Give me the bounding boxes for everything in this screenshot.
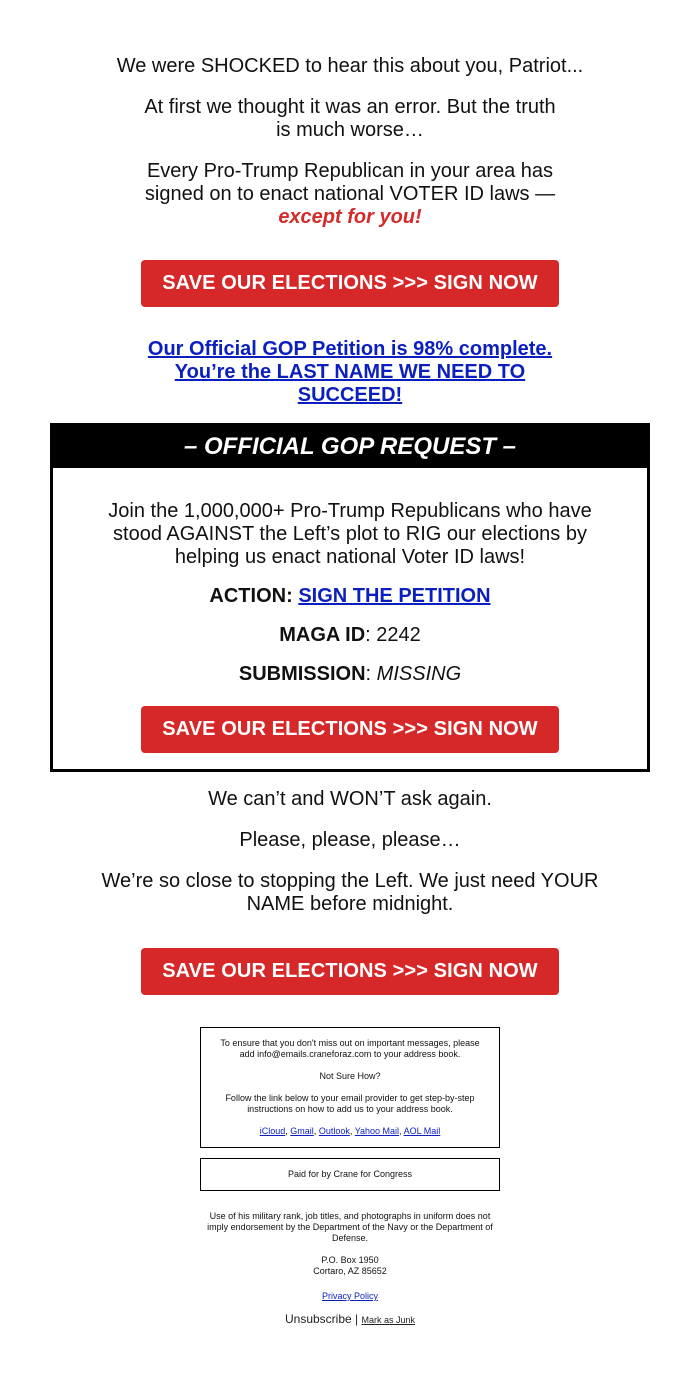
sign-now-button-bottom[interactable]: SAVE OUR ELECTIONS >>> SIGN NOW (141, 948, 559, 995)
military-disclaimer: Use of his military rank, job titles, and photographs in uniform does not imply endorsement by the Department of the Navy or the Department of Defense. (207, 1211, 493, 1243)
intro-line-3 (50, 160, 650, 229)
sign-petition-link[interactable]: SIGN THE PETITION (298, 585, 491, 607)
intro-line-1: We were SHOCKED to hear this about you, Patriot... (116, 55, 584, 77)
petition-link[interactable]: Our Official GOP Petition is 98% complete. You’re the LAST NAME WE NEED TO SUCCEED! (147, 338, 553, 406)
maga-id-row (73, 624, 627, 647)
address-book-box (200, 1027, 500, 1148)
privacy-policy-link[interactable]: Privacy Policy (321, 1291, 378, 1301)
request-box-header: – OFFICIAL GOP REQUEST – (53, 426, 647, 468)
address-book-text: To ensure that you don't miss out on important messages, please add info@emails.craneforaz.com to your address book. (220, 1038, 480, 1059)
sign-now-button-top[interactable]: SAVE OUR ELECTIONS >>> SIGN NOW (141, 260, 559, 307)
email-body (50, 0, 650, 1327)
unsubscribe-text[interactable]: Unsubscribe (284, 1312, 352, 1326)
aol-mail-link[interactable]: AOL Mail (403, 1126, 441, 1136)
paid-for-box (200, 1158, 500, 1191)
maga-id-label: MAGA ID (279, 624, 366, 646)
intro-emphasis: except for you! (278, 206, 422, 228)
yahoo-mail-link[interactable]: Yahoo Mail (354, 1126, 400, 1136)
closing-line-2: Please, please, please… (239, 829, 461, 851)
submission-row (73, 663, 627, 686)
unsubscribe-row (50, 1312, 650, 1327)
intro-line-2: At first we thought it was an error. But the truth is much worse… (144, 96, 556, 141)
closing-line-3: We’re so close to stopping the Left. We just need YOUR NAME before midnight. (101, 870, 599, 915)
provider-links: iCloud, Gmail, Outlook, Yahoo Mail, AOL Mail (259, 1126, 441, 1136)
submission-label: SUBMISSION (238, 663, 366, 685)
unsubscribe-separator: | (351, 1312, 362, 1326)
request-box-body (53, 468, 647, 769)
request-description: Join the 1,000,000+ Pro-Trump Republicans who have stood AGAINST the Left’s plot to RIG our elections by helping us enact national Voter ID laws! (108, 500, 592, 568)
submission-separator: : (365, 663, 377, 685)
closing-line-1: We can’t and WON’T ask again. (208, 788, 492, 810)
address-line-1: P.O. Box 1950 (321, 1255, 379, 1265)
action-label: ACTION: (209, 585, 293, 607)
paid-for-text: Paid for by Crane for Congress (287, 1169, 413, 1179)
submission-value: MISSING (376, 663, 462, 685)
icloud-link[interactable]: iCloud (259, 1126, 286, 1136)
outlook-link[interactable]: Outlook (318, 1126, 350, 1136)
gmail-link[interactable]: Gmail (290, 1126, 314, 1136)
action-row (73, 585, 627, 608)
address-book-instructions: Follow the link below to your email provider to get step-by-step instructions on how to add us to your address book. (225, 1093, 475, 1114)
official-request-box (50, 423, 650, 772)
address-line-2: Cortaro, AZ 85652 (313, 1266, 387, 1276)
intro-line-3-text: Every Pro-Trump Republican in your area has signed on to enact national VOTER ID laws — (144, 160, 556, 205)
mark-as-junk-link[interactable]: Mark as Junk (361, 1315, 416, 1325)
maga-id-value: : 2242 (365, 624, 421, 646)
not-sure-how: Not Sure How? (319, 1071, 381, 1081)
sign-now-button-middle[interactable]: SAVE OUR ELECTIONS >>> SIGN NOW (141, 706, 559, 753)
